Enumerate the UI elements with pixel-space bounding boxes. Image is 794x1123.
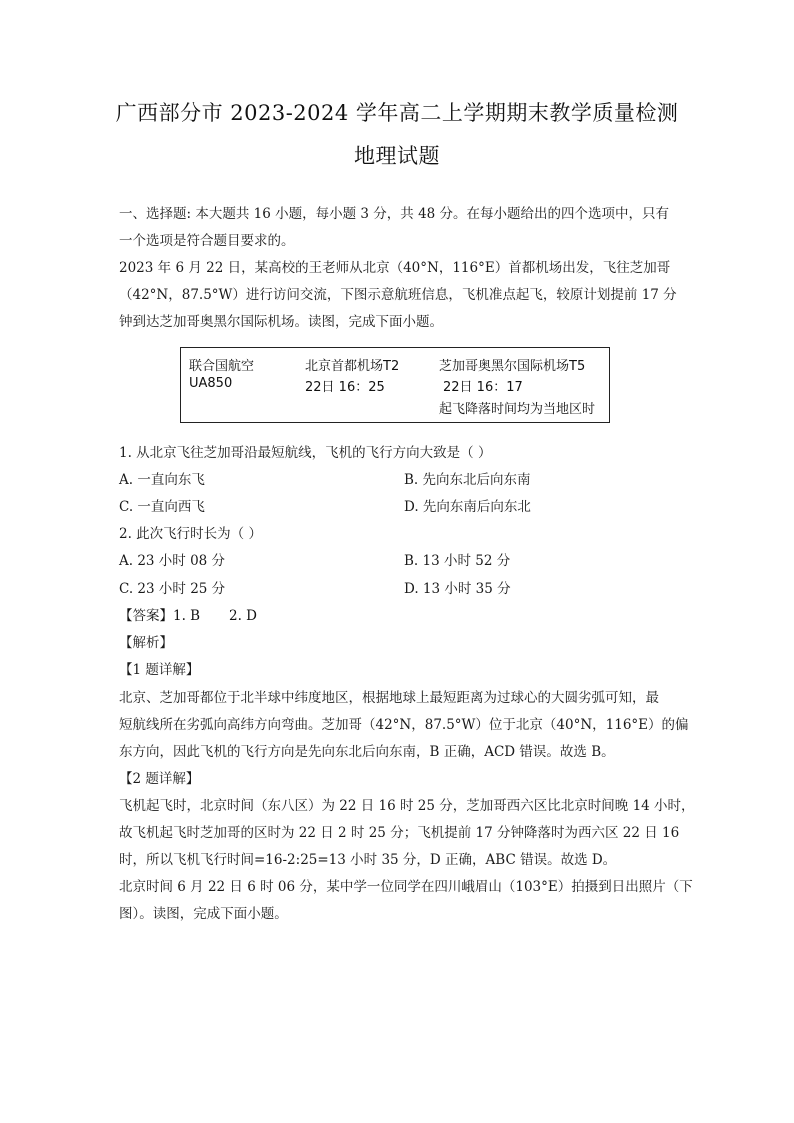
exam-subject: 地理试题 (354, 144, 440, 168)
q1-option-a: A. 一直向东飞 (119, 472, 205, 488)
flight-number: UA850 (189, 376, 233, 391)
q2-option-d: D. 13 小时 35 分 (404, 581, 511, 597)
q1-option-b: B. 先向东北后向东南 (404, 472, 531, 488)
answer-second: 2. D (229, 608, 257, 624)
q1-option-c: C. 一直向西飞 (119, 499, 205, 515)
passage2-line-2: 图）。读图，完成下面小题。 (119, 906, 288, 922)
passage1-line-3: 钟到达芝加哥奥黑尔国际机场。读图，完成下面小题。 (119, 314, 443, 330)
departure-airport: 北京首都机场T2 (305, 359, 400, 374)
detail2-label: 【2 题详解】 (119, 771, 200, 787)
airline-name: 联合国航空 (189, 359, 255, 374)
flight-info-box (180, 347, 610, 423)
q1-stem: 1. 从北京飞往芝加哥沿最短航线，飞机的飞行方向大致是（ ） (119, 445, 492, 461)
passage2-line-1: 北京时间 6 月 22 日 6 时 06 分，某中学一位同学在四川峨眉山（103°E）拍摄到日出照片（下 (119, 879, 693, 895)
time-note: 起飞降落时间均为当地区时 (439, 402, 596, 417)
q2-option-c: C. 23 小时 25 分 (119, 581, 226, 597)
exam-title: 广西部分市 2023-2024 学年高二上学期期末教学质量检测 (115, 101, 679, 125)
departure-time: 22日 16：25 (305, 380, 385, 395)
passage1-line-2: （42°N，87.5°W）进行访问交流，下图示意航班信息，飞机准点起飞，较原计划提前 17 分 (119, 287, 677, 303)
section-intro-line-2: 一个选项是符合题目要求的。 (119, 233, 295, 249)
arrival-airport: 芝加哥奥黑尔国际机场T5 (439, 359, 586, 374)
analysis-label: 【解析】 (119, 635, 173, 651)
detail1-line-2: 短航线所在劣弧向高纬方向弯曲。芝加哥（42°N，87.5°W）位于北京（40°N，116°E）的偏 (119, 717, 689, 733)
detail2-line-2: 故飞机起飞时芝加哥的区时为 22 日 2 时 25 分；飞机提前 17 分钟降落时为西六区 22 日 16 (119, 825, 680, 841)
q2-option-b: B. 13 小时 52 分 (404, 553, 511, 569)
q2-option-a: A. 23 小时 08 分 (119, 553, 226, 569)
detail2-line-3: 时，所以飞机飞行时间=16-2:25=13 小时 35 分，D 正确，ABC 错误。故选 D。 (119, 852, 617, 868)
detail1-label: 【1 题详解】 (119, 662, 200, 678)
section-intro-line-1: 一、选择题: 本大题共 16 小题，每小题 3 分，共 48 分。在每小题给出的四个选项中，只有 (119, 206, 670, 222)
detail2-line-1: 飞机起飞时，北京时间（东八区）为 22 日 16 时 25 分，芝加哥西六区比北京时间晚 14 小时， (119, 798, 695, 814)
q2-stem: 2. 此次飞行时长为（ ） (119, 526, 262, 542)
detail1-line-1: 北京、芝加哥都位于北半球中纬度地区，根据地球上最短距离为过球心的大圆劣弧可知，最 (119, 690, 659, 706)
passage1-line-1: 2023 年 6 月 22 日，某高校的王老师从北京（40°N，116°E）首都机场出发，飞往芝加哥 (119, 260, 671, 276)
answer-label: 【答案】1. B (119, 608, 201, 624)
q1-option-d: D. 先向东南后向东北 (404, 499, 531, 515)
arrival-time: 22日 16：17 (443, 380, 523, 395)
detail1-line-3: 东方向，因此飞机的飞行方向是先向东北后向东南，B 正确，ACD 错误。故选 B。 (119, 744, 615, 760)
